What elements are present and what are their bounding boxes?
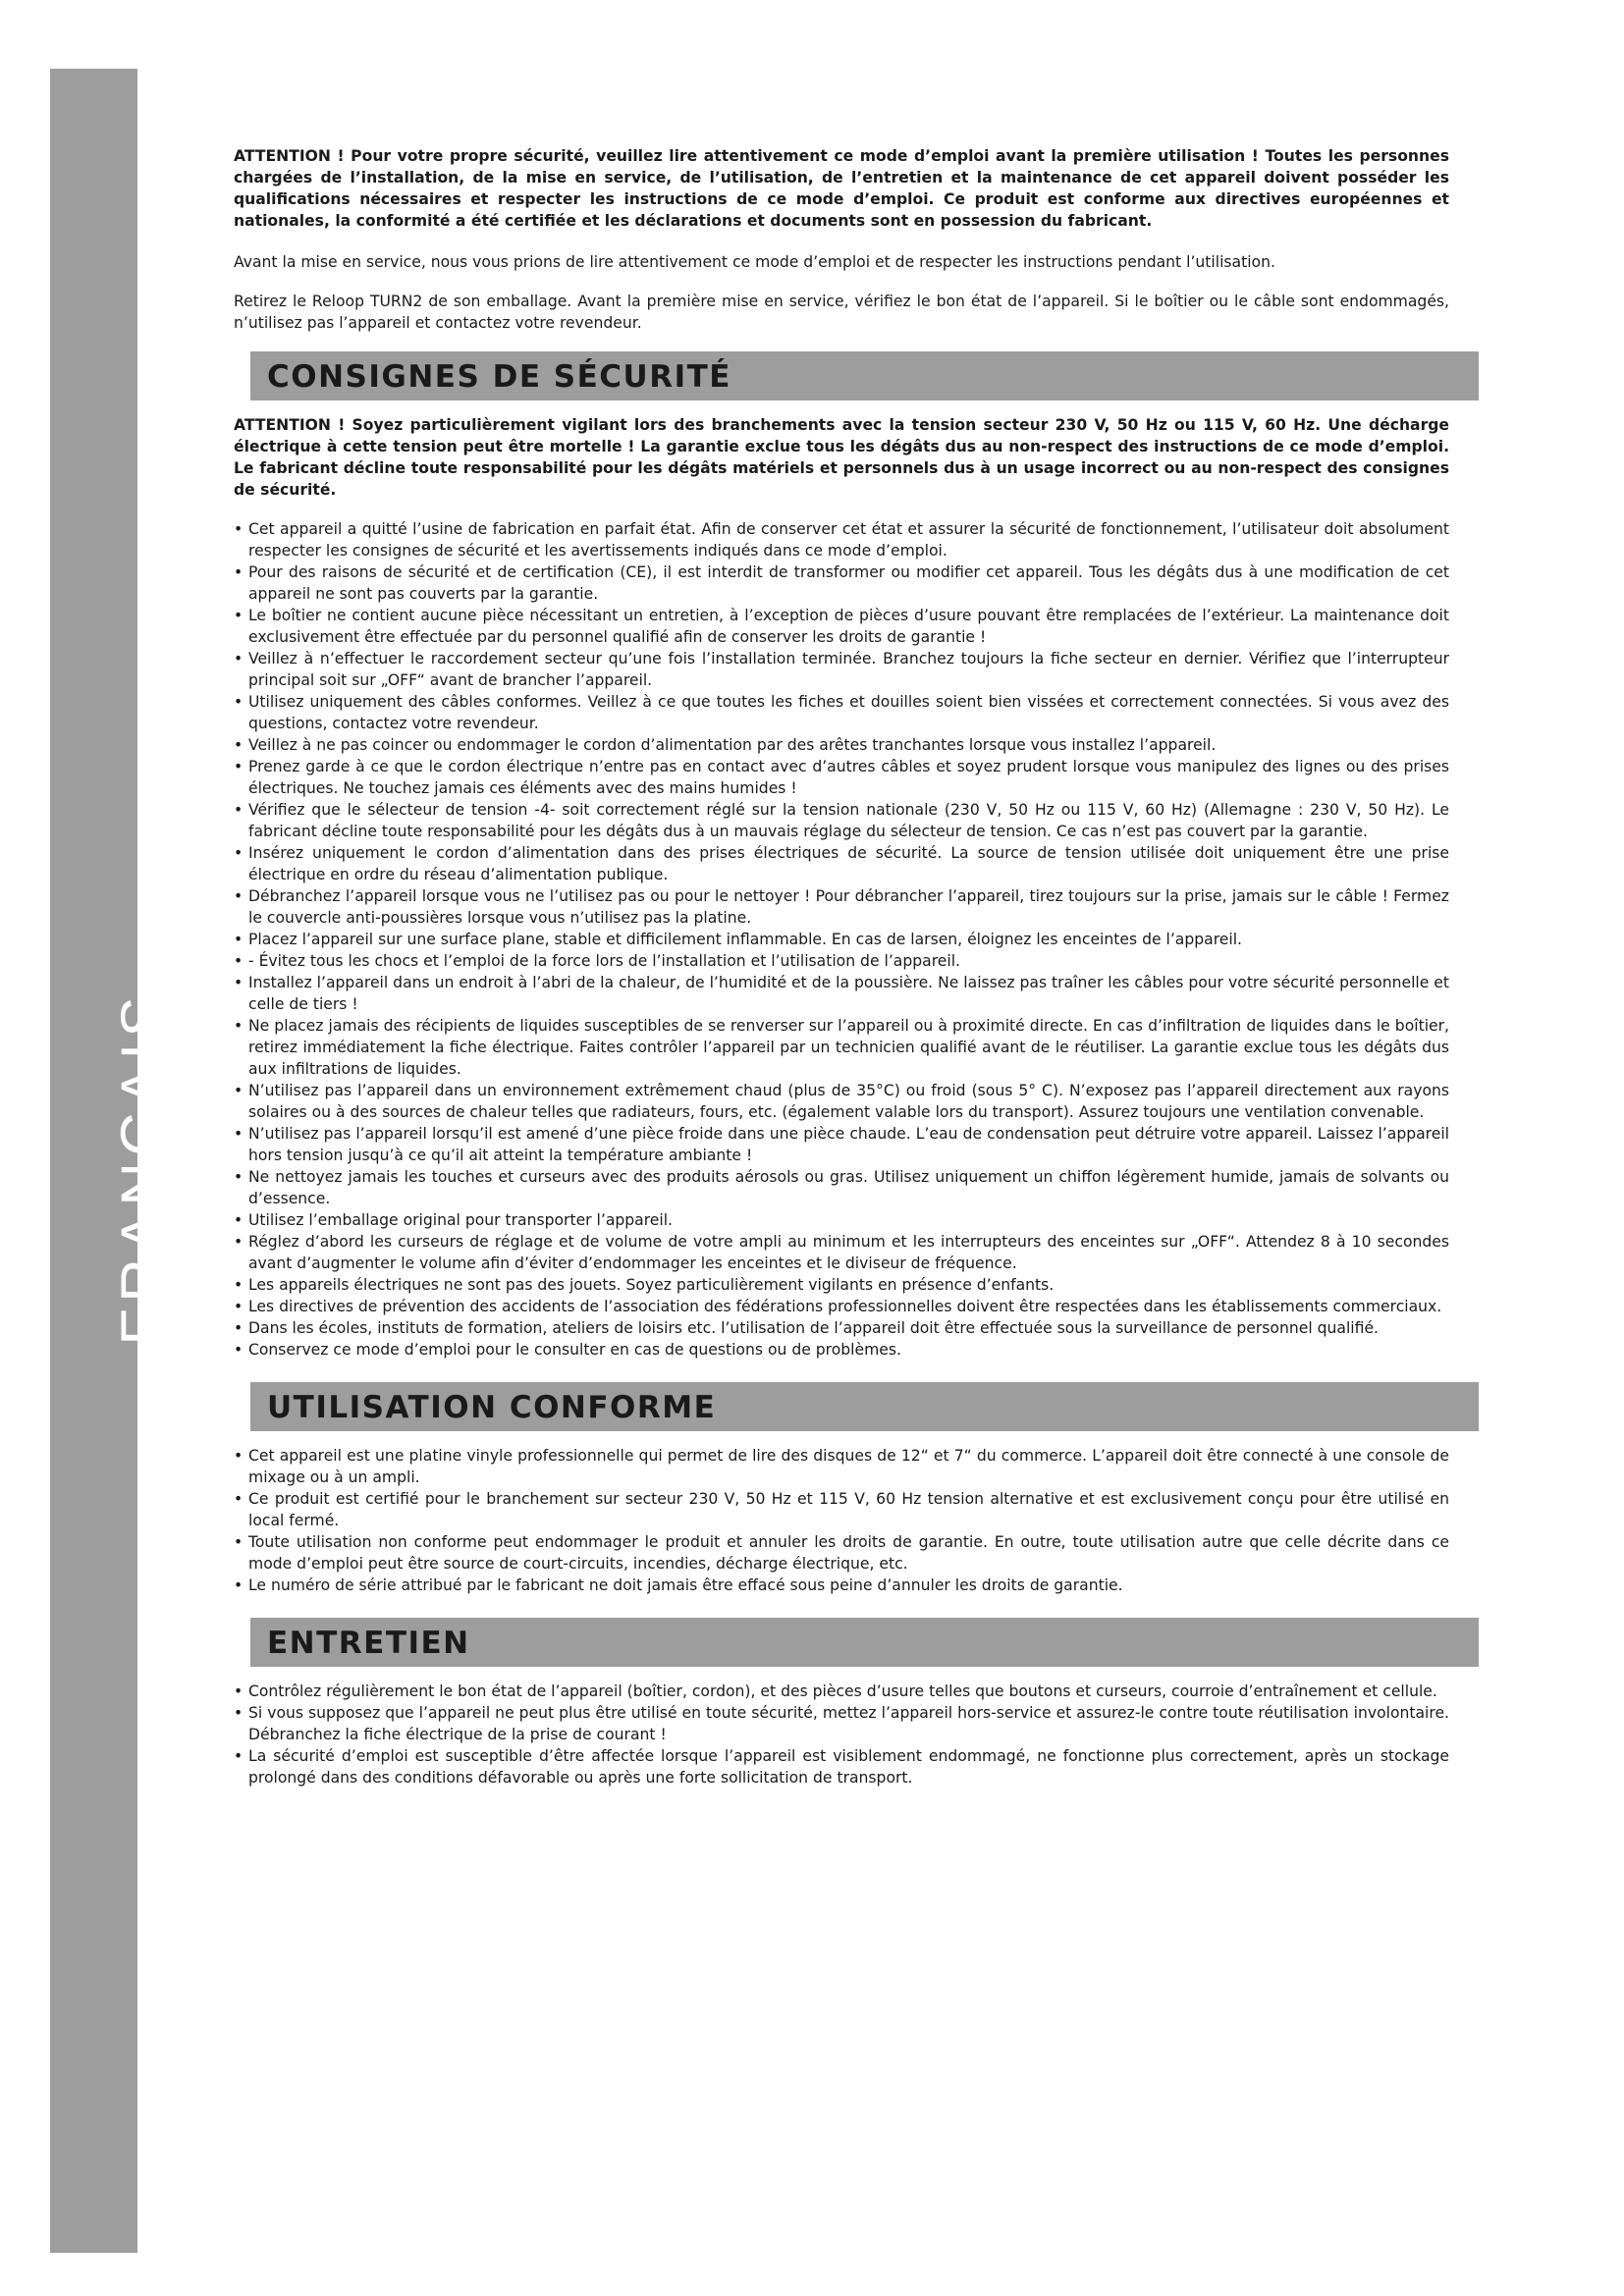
section-title-maintenance: ENTRETIEN: [250, 1618, 1479, 1667]
list-item: • Veillez à ne pas coincer ou endommager le cordon d’alimentation par des arêtes tranchantes lorsque vous installez l’appareil.: [234, 734, 1449, 756]
list-item: • Débranchez l’appareil lorsque vous ne l’utilisez pas ou pour le nettoyer ! Pour débrancher l’appareil, tirez toujours sur la prise, jamais sur le câble ! Fermez le couvercle anti-poussières lorsque vous n’utilisez pas la platine.: [234, 885, 1449, 929]
list-item: • Ce produit est certifié pour le branchement sur secteur 230 V, 50 Hz et 115 V, 60 Hz tension alternative et est exclusivement conçu pour être utilisé en local fermé.: [234, 1488, 1449, 1531]
list-item: • - Évitez tous les chocs et l’emploi de la force lors de l’installation et l’utilisation de l’appareil.: [234, 950, 1449, 972]
list-item: • Prenez garde à ce que le cordon électrique n’entre pas en contact avec d’autres câbles et soyez prudent lorsque vous manipulez des lignes ou des prises électriques. Ne touchez jamais ces éléments avec des mains humides !: [234, 756, 1449, 799]
list-item: • Vérifiez que le sélecteur de tension -4- soit correctement réglé sur la tension nationale (230 V, 50 Hz ou 115 V, 60 Hz) (Allemagne : 230 V, 50 Hz). Le fabricant décline toute responsabilité pour les dégâts dus à un mauvais réglage du sélecteur de tension. Ce cas n’est pas couvert par la garantie.: [234, 799, 1449, 842]
intro-paragraph: Avant la mise en service, nous vous prions de lire attentivement ce mode d’emploi et de respecter les instructions pendant l’utilisation.: [234, 253, 1275, 271]
safety-list: [234, 518, 1449, 1361]
list-item: • Contrôlez régulièrement le bon état de l’appareil (boîtier, cordon), et des pièces d’usure telles que boutons et curseurs, courroie d’entraînement et cellule.: [234, 1681, 1449, 1702]
page-content: [234, 145, 1449, 1789]
list-item: • Les directives de prévention des accidents de l’association des fédérations professionnelles doivent être respectées dans les établissements commerciaux.: [234, 1296, 1449, 1317]
list-item: • Veillez à n’effectuer le raccordement secteur qu’une fois l’installation terminée. Branchez toujours la fiche secteur en dernier. Vérifiez que l’interrupteur principal soit sur „OFF“ avant de brancher l’appareil.: [234, 648, 1449, 691]
list-item: • Cet appareil est une platine vinyle professionnelle qui permet de lire des disques de 12“ et 7“ du commerce. L’appareil doit être connecté à une console de mixage ou à un ampli.: [234, 1445, 1449, 1488]
list-item: • Insérez uniquement le cordon d’alimentation dans des prises électriques de sécurité. La source de tension utilisée doit uniquement être une prise électrique en ordre du réseau d’alimentation publique.: [234, 842, 1449, 885]
list-item: • Le numéro de série attribué par le fabricant ne doit jamais être effacé sous peine d’annuler les droits de garantie.: [234, 1575, 1449, 1596]
section-title-usage: UTILISATION CONFORME: [250, 1382, 1479, 1431]
list-item: • Les appareils électriques ne sont pas des jouets. Soyez particulièrement vigilants en présence d’enfants.: [234, 1274, 1449, 1296]
safety-warning: ATTENTION ! Soyez particulièrement vigilant lors des branchements avec la tension secteur 230 V, 50 Hz ou 115 V, 60 Hz. Une décharge électrique à cette tension peut être mortelle ! La garantie exclue tous les dégâts dus au non-respect des instructions de ce mode d’emploi. Le fabricant décline toute responsabilité pour les dégâts matériels et personnels dus à un usage incorrect ou au non-respect des consignes de sécurité.: [234, 416, 1449, 499]
list-item: • Placez l’appareil sur une surface plane, stable et difficilement inflammable. En cas de larsen, éloignez les enceintes de l’appareil.: [234, 929, 1449, 950]
list-item: • Utilisez l’emballage original pour transporter l’appareil.: [234, 1209, 1449, 1231]
list-item: • Installez l’appareil dans un endroit à l’abri de la chaleur, de l’humidité et de la poussière. Ne laissez pas traîner les câbles pour votre sécurité personnelle et celle de tiers !: [234, 972, 1449, 1015]
list-item: • Pour des raisons de sécurité et de certification (CE), il est interdit de transformer ou modifier cet appareil. Tous les dégâts dus à une modification de cet appareil ne sont pas couverts par la garantie.: [234, 561, 1449, 605]
list-item: • Dans les écoles, instituts de formation, ateliers de loisirs etc. l’utilisation de l’appareil doit être effectuée sous la surveillance de personnel qualifié.: [234, 1317, 1449, 1339]
language-sidebar: [50, 69, 178, 2281]
list-item: • Conservez ce mode d’emploi pour le consulter en cas de questions ou de problèmes.: [234, 1339, 1449, 1361]
intro-paragraph: Retirez le Reloop TURN2 de son emballage. Avant la première mise en service, vérifiez le bon état de l’appareil. Si le boîtier ou le câble sont endommagés, n’utilisez pas l’appareil et contactez votre revendeur.: [234, 293, 1449, 332]
list-item: • Le boîtier ne contient aucune pièce nécessitant un entretien, à l’exception de pièces d’usure pouvant être remplacées de l’extérieur. La maintenance doit exclusivement être effectuée par du personnel qualifié afin de conserver les droits de garantie !: [234, 605, 1449, 648]
list-item: • Ne nettoyez jamais les touches et curseurs avec des produits aérosols ou gras. Utilisez uniquement un chiffon légèrement humide, jamais de solvants ou d’essence.: [234, 1166, 1449, 1209]
list-item: • N’utilisez pas l’appareil dans un environnement extrêmement chaud (plus de 35°C) ou froid (sous 5° C). N’exposez pas l’appareil directement aux rayons solaires ou à des sources de chaleur telles que radiateurs, fours, etc. (également valable lors du transport). Assurez toujours une ventilation convenable.: [234, 1080, 1449, 1123]
list-item: • N’utilisez pas l’appareil lorsqu’il est amené d’une pièce froide dans une pièce chaude. L’eau de condensation peut détruire votre appareil. Laissez l’appareil hors tension jusqu’à ce qu’il ait atteint la température ambiante !: [234, 1123, 1449, 1166]
page-number: 12: [115, 2258, 144, 2281]
language-label: FRANÇAIS: [109, 990, 178, 1346]
list-item: • Si vous supposez que l’appareil ne peut plus être utilisé en toute sécurité, mettez l’appareil hors-service et assurez-le contre toute réutilisation involontaire. Débranchez la fiche électrique de la prise de courant !: [234, 1702, 1449, 1745]
section-title-safety: CONSIGNES DE SÉCURITÉ: [250, 351, 1479, 400]
maintenance-list: [234, 1681, 1449, 1789]
intro-warning: ATTENTION ! Pour votre propre sécurité, veuillez lire attentivement ce mode d’emploi avant la première utilisation ! Toutes les personnes chargées de l’installation, de la mise en service, de l’utilisation, de l’entretien et la maintenance de cet appareil doivent posséder les qualifications nécessaires et respecter les instructions de ce mode d’emploi. Ce produit est conforme aux directives européennes et nationales, la conformité a été certifiée et les déclarations et documents sont en possession du fabricant.: [234, 147, 1449, 230]
list-item: • Utilisez uniquement des câbles conformes. Veillez à ce que toutes les fiches et douilles soient bien vissées et correctement connectées. Si vous avez des questions, contactez votre revendeur.: [234, 691, 1449, 734]
list-item: • Cet appareil a quitté l’usine de fabrication en parfait état. Afin de conserver cet état et assurer la sécurité de fonctionnement, l’utilisateur doit absolument respecter les consignes de sécurité et les avertissements indiqués dans ce mode d’emploi.: [234, 518, 1449, 561]
list-item: • La sécurité d’emploi est susceptible d’être affectée lorsque l’appareil est visiblement endommagé, ne fonctionne plus correctement, après un stockage prolongé dans des conditions défavorable ou après une forte sollicitation de transport.: [234, 1745, 1449, 1789]
list-item: • Toute utilisation non conforme peut endommager le produit et annuler les droits de garantie. En outre, toute utilisation autre que celle décrite dans ce mode d’emploi peut être source de court-circuits, incendies, décharge électrique, etc.: [234, 1531, 1449, 1575]
list-item: • Réglez d’abord les curseurs de réglage et de volume de votre ampli au minimum et les interrupteurs des enceintes sur „OFF“. Attendez 8 à 10 secondes avant d’augmenter le volume afin d’éviter d’endommager les enceintes et le diviseur de fréquence.: [234, 1231, 1449, 1274]
usage-list: [234, 1445, 1449, 1596]
list-item: • Ne placez jamais des récipients de liquides susceptibles de se renverser sur l’appareil ou à proximité directe. En cas d’infiltration de liquides dans le boîtier, retirez immédiatement la fiche électrique. Faites contrôler l’appareil par un technicien qualifié avant de le réutiliser. La garantie exclue tous les dégâts dus aux infiltrations de liquides.: [234, 1015, 1449, 1080]
